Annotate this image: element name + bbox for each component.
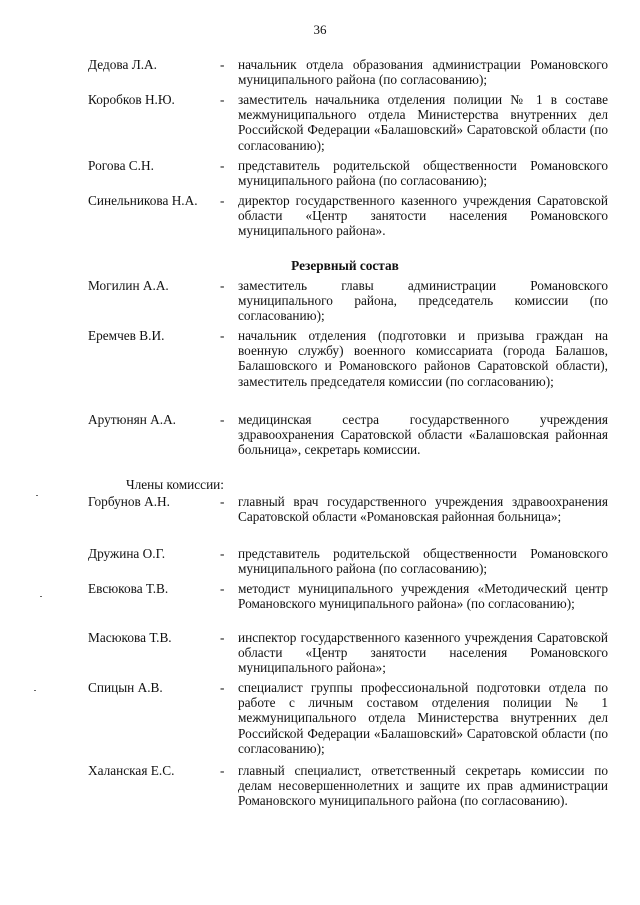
member-name: Рогова С.Н. [88,158,154,173]
member-name: Халанская Е.С. [88,763,175,778]
member-position: начальник отдела образования администрации Романовского муниципального района (по согласованию); [238,57,608,88]
dash-separator: - [220,278,225,293]
member-position: инспектор государственного казенного учреждения Саратовской области «Центр занятости населения Романовского муниципального района»; [238,630,608,676]
member-position: заместитель начальника отделения полиции № 1 в составе межмуниципального отдела Министерства внутренних дел Российской Федерации «Балашовский» Саратовской области (по согласованию); [238,92,608,153]
dash-separator: - [220,494,225,509]
reserve-heading: Резервный состав [291,258,399,273]
dash-separator: - [220,158,225,173]
member-name: Коробков Н.Ю. [88,92,175,107]
member-position: медицинская сестра государственного учреждения здравоохранения Саратовской области «Балашовская районная больница», секретарь комиссии. [238,412,608,458]
dash-separator: - [220,57,225,72]
member-name: Горбунов А.Н. [88,494,170,509]
dash-separator: - [220,763,225,778]
member-name: Синельникова Н.А. [88,193,198,208]
member-name: Могилин А.А. [88,278,169,293]
member-position: директор государственного казенного учреждения Саратовской области «Центр занятости населения Романовского муниципального района». [238,193,608,239]
page-number: 36 [313,22,327,37]
member-name: Дедова Л.А. [88,57,157,72]
dash-separator: - [220,193,225,208]
members-label: Члены комиссии: [126,477,224,492]
member-name: Арутюнян А.А. [88,412,176,427]
dash-separator: - [220,412,225,427]
scan-speck [40,596,42,597]
dash-separator: - [220,680,225,695]
member-position: представитель родительской общественности Романовского муниципального района (по согласованию); [238,158,608,189]
member-name: Еремчев В.И. [88,328,165,343]
scan-speck [34,690,36,691]
member-position: начальник отделения (подготовки и призыва граждан на военную службу) военного комиссариата (города Балашов, Балашовского и Романовского районов Саратовской области), заместитель председателя комиссии (по согласованию); [238,328,608,389]
scan-speck [36,495,38,496]
member-name: Спицын А.В. [88,680,163,695]
dash-separator: - [220,630,225,645]
member-position: главный специалист, ответственный секретарь комиссии по делам несовершеннолетних и защите их прав администрации Романовского муниципального района (по согласованию). [238,763,608,809]
dash-separator: - [220,581,225,596]
member-position: представитель родительской общественности Романовского муниципального района (по согласованию); [238,546,608,577]
dash-separator: - [220,328,225,343]
member-position: методист муниципального учреждения «Методический центр Романовского муниципального района» (по согласованию); [238,581,608,612]
member-name: Дружина О.Г. [88,546,166,561]
member-position: главный врач государственного учреждения здравоохранения Саратовской области «Романовская районная больница»; [238,494,608,525]
member-position: специалист группы профессиональной подготовки отдела по работе с личным составом отделения полиции № 1 межмуниципального отдела Министерства внутренних дел Российской Федерации «Балашовский» Саратовской области (по согласованию); [238,680,608,756]
dash-separator: - [220,546,225,561]
dash-separator: - [220,92,225,107]
member-name: Евсюкова Т.В. [88,581,169,596]
member-name: Масюкова Т.В. [88,630,172,645]
member-position: заместитель главы администрации Романовского муниципального района, председатель комиссии (по согласованию); [238,278,608,324]
